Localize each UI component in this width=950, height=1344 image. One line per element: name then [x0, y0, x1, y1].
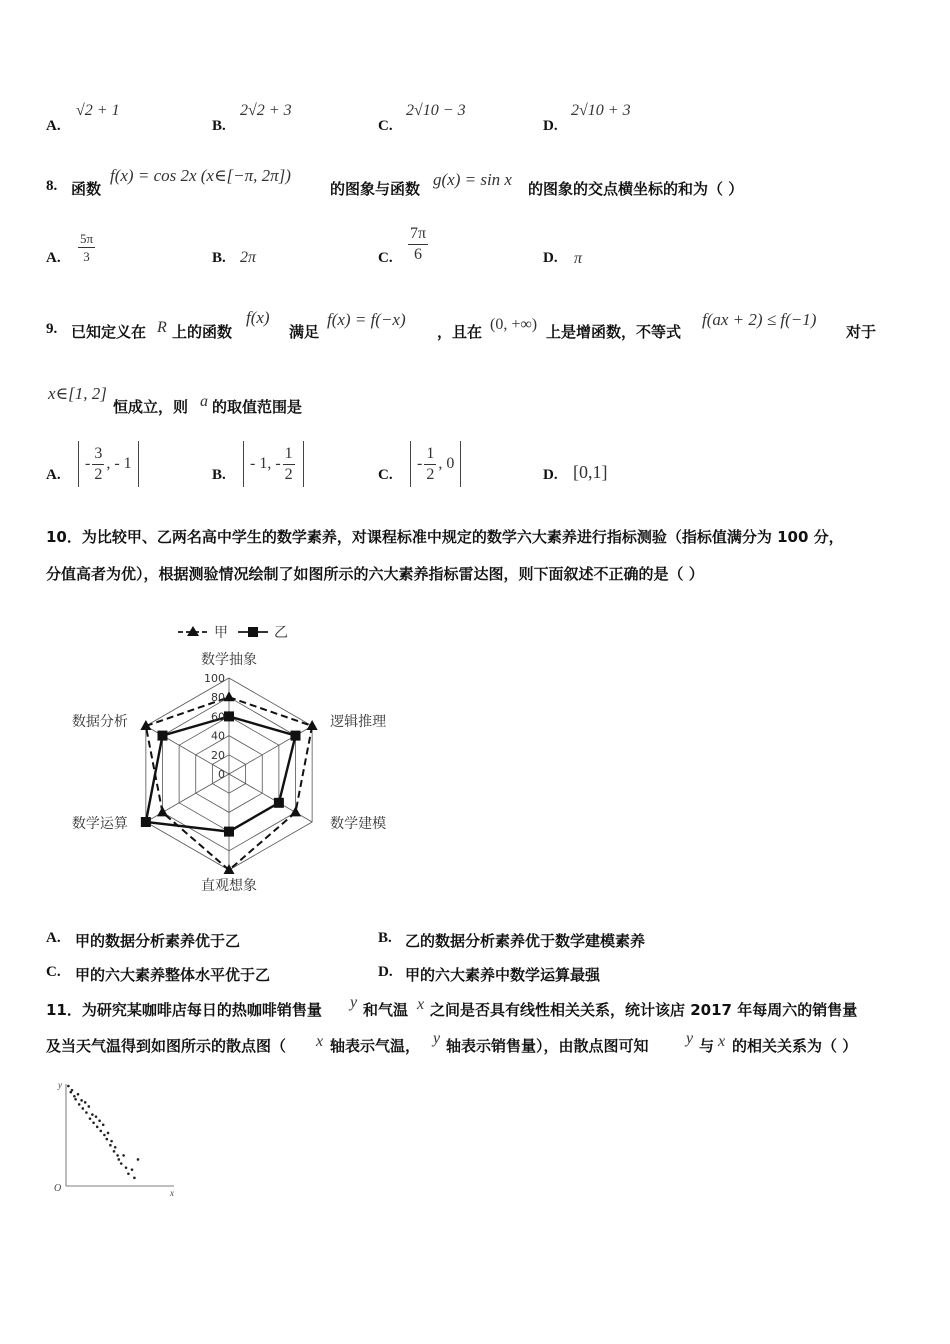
scatter-point	[88, 1105, 91, 1108]
scatter-point	[120, 1162, 123, 1165]
q9-text-6: 对于	[846, 323, 877, 341]
q10-option-b-label: B.	[378, 930, 392, 946]
scatter-point	[74, 1098, 77, 1101]
radar-axis-label: 逻辑推理	[330, 714, 387, 730]
q11-var-x-2: x	[316, 1033, 324, 1050]
radar-axis-label: 直观想象	[201, 878, 257, 894]
q8-option-c-fraction	[408, 226, 428, 263]
scatter-point	[114, 1146, 117, 1149]
radar-tick-labels	[204, 672, 225, 781]
interval-suffix: , 0	[438, 455, 455, 472]
fraction-denominator: 6	[414, 246, 423, 263]
q8-function-g: g(x) = sin x	[433, 170, 512, 189]
interval-fraction	[92, 446, 104, 483]
scatter-y-label: y	[58, 1080, 62, 1090]
q8-option-b-value: 2π	[240, 249, 257, 266]
q9-number: 9.	[46, 321, 58, 337]
radar-legend	[178, 625, 288, 641]
q9-option-d-value: [0,1]	[573, 462, 608, 482]
q10-line-2: 分值高者为优），根据测验情况绘制了如图所示的六大素养指标雷达图，则下面叙述不正确的是（ ）	[46, 565, 704, 583]
radar-tick-label: 100	[204, 672, 225, 685]
q9-option-d-label: D.	[543, 467, 558, 483]
q8-number: 8.	[46, 178, 58, 194]
q10-line-1: 10．为比较甲、乙两名高中学生的数学素养，对课程标准中规定的数学六大素养进行指标测验（指标值满分为 100 分，	[46, 528, 844, 546]
scatter-point	[116, 1154, 119, 1157]
interval-prefix: - 1, -	[250, 455, 281, 472]
q10-option-b-text: 乙的数据分析素养优于数学建模素养	[405, 932, 646, 950]
radar-point-jia	[307, 720, 318, 730]
radar-chart	[60, 612, 400, 902]
interval-suffix: , - 1	[106, 455, 132, 472]
scatter-point	[98, 1119, 101, 1122]
q9-option-a-label: A.	[46, 467, 61, 483]
scatter-point	[77, 1093, 80, 1096]
radar-axis-label: 数学运算	[71, 816, 128, 832]
q7-option-b-value: 2√2 + 3	[240, 102, 292, 119]
q9-text-8: 的取值范围是	[212, 398, 303, 416]
interval-fraction	[424, 446, 436, 483]
q10-option-d-text: 甲的六大素养中数学运算最强	[405, 966, 601, 984]
scatter-plot	[46, 1078, 186, 1198]
scatter-point	[73, 1095, 76, 1098]
q8-text-3: 的图象的交点横坐标的和为（ ）	[528, 180, 744, 198]
q7-option-a-label: A.	[46, 118, 61, 134]
q11-var-y-1: y	[350, 994, 358, 1011]
q9-x-range: x∈[1, 2]	[48, 384, 107, 403]
scatter-point	[109, 1144, 112, 1147]
scatter-point	[71, 1089, 74, 1092]
fraction-numerator: 5π	[80, 231, 94, 246]
q8-option-a-label: A.	[46, 250, 61, 266]
fraction-numerator: 1	[283, 446, 295, 465]
radar-tick-label: 80	[211, 691, 225, 705]
q9-text-4: ，且在	[437, 323, 483, 341]
q10-option-a-label: A.	[46, 930, 61, 946]
scatter-point	[107, 1132, 110, 1135]
q8-option-d-label: D.	[543, 250, 558, 266]
q9-set-r: R	[157, 319, 167, 336]
radar-tick-label: 0	[218, 768, 225, 781]
q11-var-y-3: y	[686, 1030, 694, 1047]
scatter-point	[80, 1099, 83, 1102]
legend-label-jia: 甲	[214, 625, 228, 641]
interval-fraction	[283, 446, 295, 483]
q9-text-5: 上是增函数，不等式	[546, 323, 682, 341]
scatter-point	[67, 1085, 70, 1088]
radar-axis-label: 数据分析	[71, 714, 128, 730]
radar-point-jia	[157, 806, 168, 816]
q9-text-7: 恒成立，则	[113, 398, 189, 416]
q11-text-7: 与	[699, 1037, 715, 1055]
radar-point-yi	[157, 731, 167, 741]
fraction-denominator: 2	[94, 465, 103, 483]
scatter-point	[89, 1117, 92, 1120]
q11-text-4: 及当天气温得到如图所示的散点图（	[46, 1037, 287, 1055]
interval-prefix: -	[417, 455, 423, 472]
q7-option-b-label: B.	[212, 118, 226, 134]
scatter-point	[125, 1166, 128, 1169]
radar-tick-label: 20	[211, 748, 225, 762]
q8-function-f: f(x) = cos 2x (x∈[−π, 2π])	[110, 166, 291, 185]
scatter-point	[133, 1177, 136, 1180]
q9-variable-a: a	[200, 393, 208, 410]
radar-point-jia	[224, 691, 235, 701]
legend-label-yi: 乙	[274, 625, 288, 641]
fraction-numerator: 7π	[408, 226, 428, 245]
interval-prefix: -	[85, 455, 91, 472]
q9-even-condition: f(x) = f(−x)	[327, 310, 406, 329]
radar-tick-label: 40	[211, 729, 225, 743]
scatter-point	[102, 1124, 105, 1127]
q8-text-1: 函数	[71, 180, 102, 198]
radar-point-yi	[224, 711, 234, 721]
scatter-point	[137, 1158, 140, 1161]
q7-option-d-value: 2√10 + 3	[571, 102, 631, 119]
q10-option-c-text: 甲的六大素养整体水平优于乙	[75, 966, 271, 984]
fraction-denominator: 3	[83, 249, 90, 264]
scatter-point	[82, 1107, 85, 1110]
radar-tick-label: 60	[211, 710, 225, 724]
radar-axis-label: 数学抽象	[201, 652, 257, 668]
q7-option-a-value: √2 + 1	[76, 102, 120, 119]
scatter-points	[67, 1085, 139, 1179]
legend-square-icon	[248, 627, 258, 637]
q8-option-b-label: B.	[212, 250, 226, 266]
radar-point-yi	[141, 817, 151, 827]
scatter-point	[113, 1150, 116, 1153]
scatter-point	[103, 1134, 106, 1137]
q9-option-b-interval	[243, 441, 304, 487]
scatter-point	[122, 1154, 125, 1157]
q9-text-3: 满足	[289, 323, 320, 341]
scatter-point	[96, 1126, 99, 1129]
q11-text-3: 之间是否具有线性相关关系，统计该店 2017 年每周六的销售量	[430, 1001, 858, 1019]
q10-option-d-label: D.	[378, 964, 393, 980]
q10-option-c-label: C.	[46, 964, 61, 980]
scatter-point	[85, 1111, 88, 1114]
scatter-point	[131, 1168, 134, 1171]
q7-option-d-label: D.	[543, 118, 558, 134]
q8-option-c-label: C.	[378, 250, 393, 266]
radar-point-yi	[224, 827, 234, 837]
q11-text-2: 和气温	[363, 1001, 409, 1019]
radar-axis-label: 数学建模	[330, 816, 387, 832]
fraction-numerator: 3	[92, 446, 104, 465]
q8-option-a-fraction	[78, 232, 95, 263]
q9-text-2: 上的函数	[172, 323, 233, 341]
scatter-point	[84, 1101, 87, 1104]
q9-inequality: f(ax + 2) ≤ f(−1)	[702, 310, 817, 329]
q10-option-a-text: 甲的数据分析素养优于乙	[75, 932, 241, 950]
radar-point-yi	[274, 798, 284, 808]
fraction-denominator: 2	[284, 465, 293, 483]
scatter-point	[100, 1130, 103, 1133]
radar-point-yi	[291, 731, 301, 741]
scatter-point	[91, 1113, 94, 1116]
scatter-point	[118, 1158, 121, 1161]
q11-text-5: 轴表示气温，	[330, 1037, 421, 1055]
q8-text-2: 的图象与函数	[330, 180, 421, 198]
scatter-origin-label: O	[54, 1183, 62, 1194]
scatter-point	[95, 1115, 98, 1118]
q11-var-x-3: x	[718, 1033, 726, 1050]
q11-text-1: 11．为研究某咖啡店每日的热咖啡销售量	[46, 1001, 322, 1019]
q9-option-c-interval	[410, 441, 461, 487]
q9-text-1: 已知定义在	[71, 323, 147, 341]
scatter-point	[92, 1121, 95, 1124]
q9-fx: f(x)	[246, 308, 270, 327]
q7-option-c-value: 2√10 − 3	[406, 102, 466, 119]
scatter-point	[127, 1172, 130, 1175]
q9-option-b-label: B.	[212, 467, 226, 483]
q11-text-8: 的相关关系为（ ）	[732, 1037, 858, 1055]
scatter-point	[110, 1140, 113, 1143]
q8-option-d-value: π	[574, 250, 583, 267]
fraction-numerator: 1	[424, 446, 436, 465]
q11-var-y-2: y	[433, 1030, 441, 1047]
radar-point-jia	[290, 806, 301, 816]
q9-option-c-label: C.	[378, 467, 393, 483]
q9-option-a-interval	[78, 441, 139, 487]
scatter-x-label: x	[170, 1188, 174, 1198]
fraction-denominator: 2	[426, 465, 435, 483]
q11-var-x-1: x	[417, 996, 425, 1013]
q9-interval: (0, +∞)	[490, 316, 538, 333]
scatter-point	[106, 1138, 109, 1141]
scatter-point	[78, 1103, 81, 1106]
q11-text-6: 轴表示销售量），由散点图可知	[446, 1037, 649, 1055]
q7-option-c-label: C.	[378, 118, 393, 134]
